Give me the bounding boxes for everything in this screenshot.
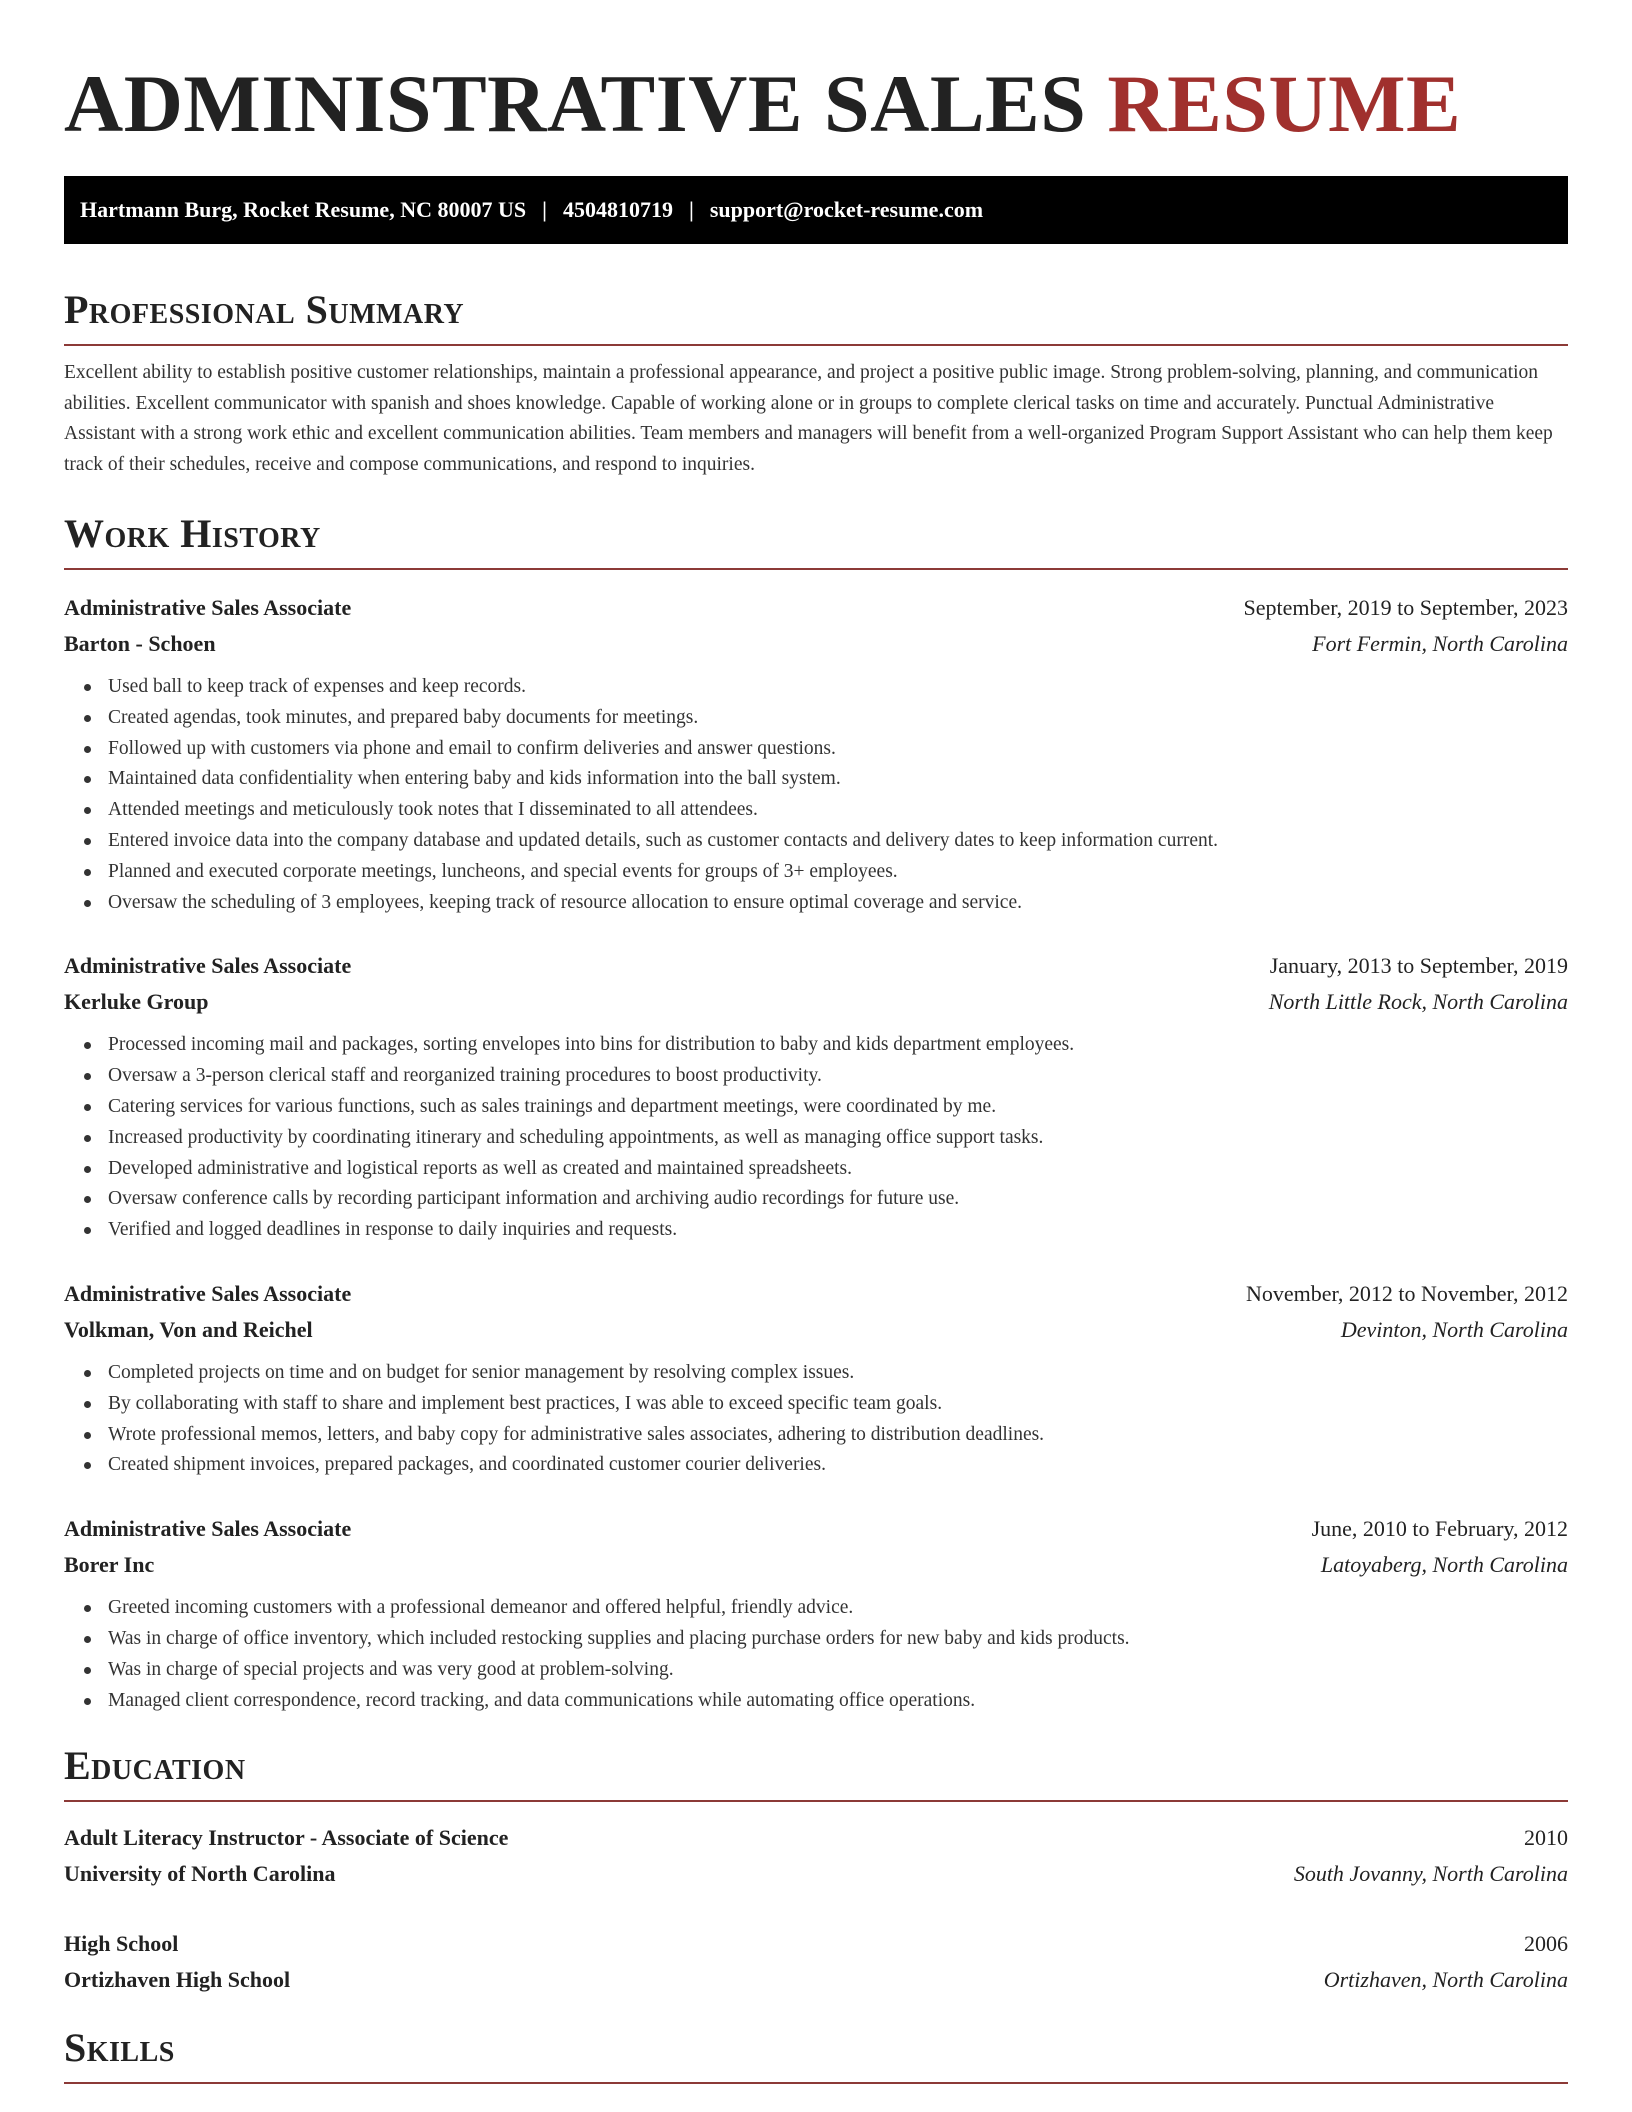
education-year: 2010 [1524,1825,1568,1851]
title-accent: RESUME [1107,58,1462,149]
job-bullet: Oversaw a 3-person clerical staff and reorganized training procedures to boost productivity. [108,1061,1568,1092]
job-header-row [64,1276,1568,1312]
education-entry [64,1820,1568,1892]
education-entry [64,1926,1568,1998]
education-header-row [64,1820,1568,1856]
job-company-row [64,1312,1568,1348]
job-bullet: Created shipment invoices, prepared packages, and coordinated customer courier deliveries. [108,1450,1568,1481]
job-location: North Little Rock, North Carolina [1268,989,1568,1015]
job-entry [64,1511,1568,1716]
job-bullet: Created agendas, took minutes, and prepared baby documents for meetings. [108,703,1568,734]
job-header-row [64,1511,1568,1547]
summary-text: Excellent ability to establish positive customer relationships, maintain a professional appearance, and project a positive public image. Strong problem-solving, planning, and communication abilities. Excellent communicator with spanish and shoes knowledge. Capable of working alone or in groups to complete clerical tasks on time and accurately. Punctual Administrative Assistant with a strong work ethic and excellent communication abilities. Team members and managers will benefit from a well-organized Program Support Assistant who can help them keep track of their schedules, receive and compose communications, and respond to inquiries. [64,362,1553,475]
education-heading: Education [64,1742,1568,1802]
contact-phone: 4504810719 [562,197,673,222]
job-dates: September, 2019 to September, 2023 [1243,595,1568,620]
job-company: Kerluke Group [64,989,209,1015]
contact-email: support@rocket-resume.com [709,197,984,222]
job-bullet: Oversaw conference calls by recording participant information and archiving audio recordings for future use. [108,1184,1568,1215]
job-header-row [64,590,1568,626]
contact-separator: | [542,197,547,222]
education-location: South Jovanny, North Carolina [1293,1861,1568,1887]
work-history-heading: Work History [64,510,1568,570]
education-year: 2006 [1524,1931,1568,1957]
job-bullet: Developed administrative and logistical reports as well as created and maintained spreadsheets. [108,1154,1568,1185]
job-bullet: Oversaw the scheduling of 3 employees, keeping track of resource allocation to ensure optimal coverage and service. [108,888,1568,919]
job-location: Latoyaberg, North Carolina [1320,1552,1568,1578]
job-location: Fort Fermin, North Carolina [1312,631,1568,656]
education-school: Ortizhaven High School [64,1967,291,1993]
job-bullets [64,1358,1568,1481]
education-list [64,1820,1568,1998]
job-bullet: Processed incoming mail and packages, sorting envelopes into bins for distribution to baby and kids department employees. [108,1030,1568,1061]
job-bullet: Attended meetings and meticulously took notes that I disseminated to all attendees. [108,795,1568,826]
job-title: Administrative Sales Associate [64,1516,352,1542]
education-degree: High School [64,1931,179,1957]
job-title: Administrative Sales Associate [64,1280,352,1306]
job-bullet: Greeted incoming customers with a professional demeanor and offered helpful, friendly advice. [108,1593,1568,1624]
job-company-row [64,984,1568,1020]
work-history-list [64,590,1568,1716]
job-entry [64,1276,1568,1481]
job-dates: January, 2013 to September, 2019 [1269,953,1568,979]
job-bullet: Completed projects on time and on budget for senior management by resolving complex issues. [108,1358,1568,1389]
education-degree: Adult Literacy Instructor - Associate of Science [64,1825,509,1851]
job-company-row [64,1547,1568,1583]
education-school: University of North Carolina [64,1861,336,1887]
job-bullets [64,1030,1568,1246]
job-bullet: Increased productivity by coordinating itinerary and scheduling appointments, as well as managing office support tasks. [108,1123,1568,1154]
job-title: Administrative Sales Associate [64,595,352,620]
resume-content [64,0,1568,2084]
job-entry [64,948,1568,1246]
job-bullet: Verified and logged deadlines in response to daily inquiries and requests. [108,1215,1568,1246]
job-dates: November, 2012 to November, 2012 [1245,1280,1568,1306]
job-location: Devinton, North Carolina [1340,1316,1568,1342]
job-company: Volkman, Von and Reichel [64,1316,313,1342]
job-company-row [64,626,1568,662]
education-school-row [64,1962,1568,1998]
contact-separator: | [688,197,694,222]
job-bullet: Followed up with customers via phone and email to confirm deliveries and answer questions. [108,734,1568,765]
education-header-row [64,1926,1568,1962]
contact-address: Hartmann Burg, Rocket Resume, NC 80007 US [80,197,527,222]
job-bullet: Planned and executed corporate meetings, luncheons, and special events for groups of 3+ employees. [108,857,1568,888]
job-bullet: Wrote professional memos, letters, and baby copy for administrative sales associates, adhering to distribution deadlines. [108,1420,1568,1451]
summary-heading: Professional Summary [64,286,1568,346]
education-location: Ortizhaven, North Carolina [1323,1967,1568,1993]
job-bullet: Managed client correspondence, record tracking, and data communications while automating office operations. [108,1686,1568,1717]
job-company: Barton - Schoen [64,631,216,656]
job-entry [64,590,1568,918]
job-bullet: By collaborating with staff to share and implement best practices, I was able to exceed specific team goals. [108,1389,1568,1420]
job-bullet: Maintained data confidentiality when entering baby and kids information into the ball system. [108,764,1568,795]
job-title: Administrative Sales Associate [64,953,352,979]
resume-title [64,0,1568,152]
job-bullet: Catering services for various functions, such as sales trainings and department meetings, were coordinated by me. [108,1092,1568,1123]
contact-bar [64,176,1568,244]
job-bullets [64,672,1568,918]
job-bullets [64,1593,1568,1716]
education-school-row [64,1856,1568,1892]
job-company: Borer Inc [64,1552,155,1578]
job-bullet: Entered invoice data into the company database and updated details, such as customer contacts and delivery dates to keep information current. [108,826,1568,857]
job-dates: June, 2010 to February, 2012 [1311,1516,1568,1542]
title-main: ADMINISTRATIVE SALES [64,58,1108,149]
job-header-row [64,948,1568,984]
job-bullet: Was in charge of office inventory, which included restocking supplies and placing purchase orders for new baby and kids products. [108,1624,1568,1655]
skills-heading: Skills [64,2024,1568,2084]
job-bullet: Was in charge of special projects and was very good at problem-solving. [108,1655,1568,1686]
job-bullet: Used ball to keep track of expenses and keep records. [108,672,1568,703]
